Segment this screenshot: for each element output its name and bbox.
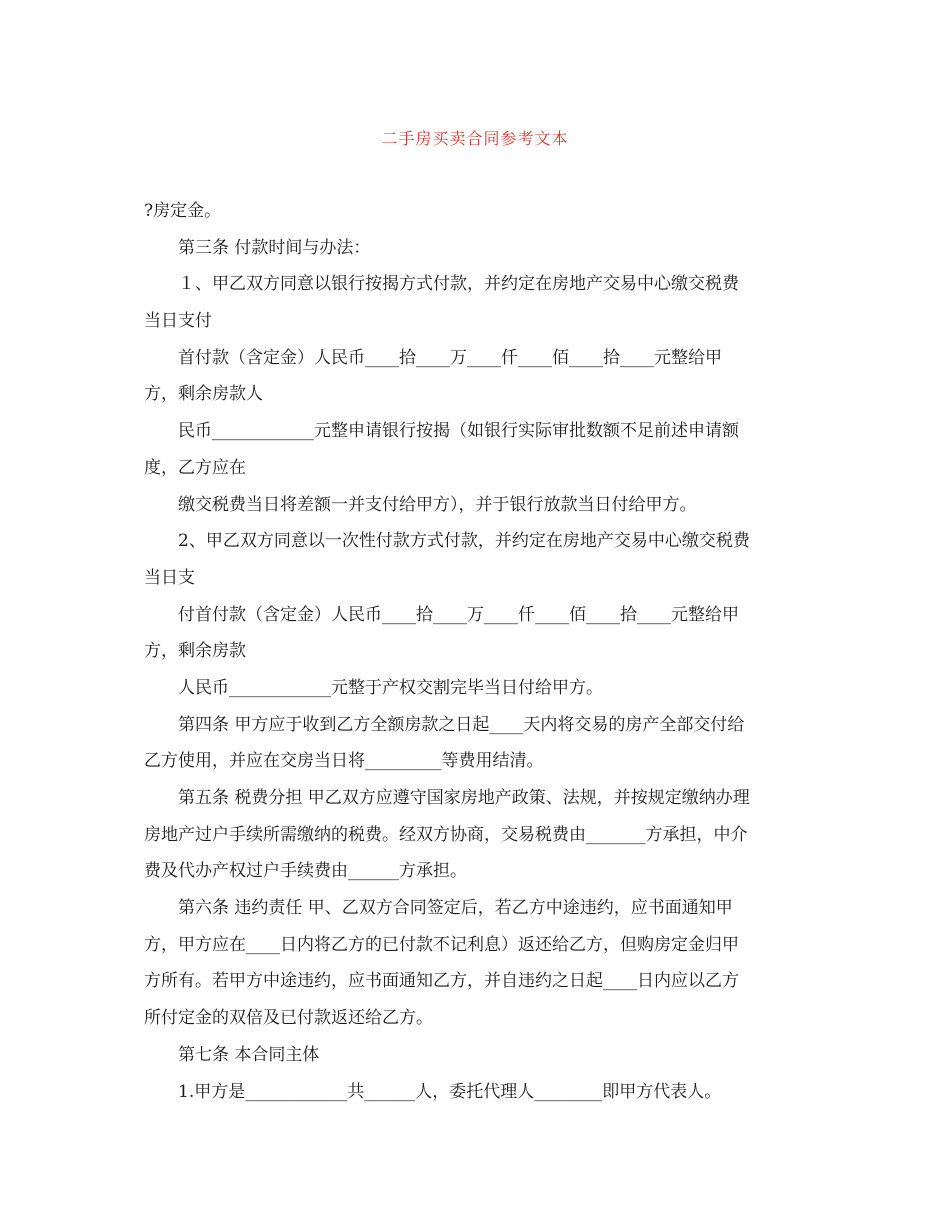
text-line: 缴交税费当日将差额一并支付给甲方），并于银行放款当日付给甲方。 [178,494,697,515]
text-line: 费及代办产权过户手续费由______方承担。 [144,861,467,882]
text-line: 首付款（含定金）人民币____拾____万____仟____佰____拾____元整给甲 [178,347,722,368]
text-line: ?房定金。 [144,201,222,221]
text-line: 第三条 付款时间与办法： [178,237,371,258]
text-line: 方，甲方应在____日内将乙方的已付款不记利息）返还给乙方，但购房定金归甲 [144,934,739,955]
text-line: 当日支 [144,567,195,588]
text-line: 第四条 甲方应于收到乙方全额房款之日起____天内将交易的房产全部交付给 [178,714,745,735]
text-line: 2、甲乙双方同意以一次性付款方式付款，并约定在房地产交易中心缴交税费 [178,531,750,552]
text-line: 1.甲方是____________共______人，委托代理人________即甲方代表人。 [178,1081,722,1102]
text-line: １、甲乙双方同意以银行按揭方式付款，并约定在房地产交易中心缴交税费 [178,274,739,295]
text-line: 民币____________元整申请银行按揭（如银行实际审批数额不足前述申请额 [178,421,739,442]
text-line: 所付定金的双倍及已付款返还给乙方。 [144,1008,433,1029]
document-body [144,193,808,1110]
text-line: 第七条 本合同主体 [178,1044,320,1065]
text-line: 第五条 税费分担 甲乙双方应遵守国家房地产政策、法规，并按规定缴纳办理 [178,788,750,808]
document-title: 二手房买卖合同参考文本 [381,129,569,148]
text-line: 付首付款（含定金）人民币____拾____万____仟____佰____拾____元整给甲 [178,604,739,625]
text-line: 度，乙方应在 [144,457,246,478]
text-line: 乙方使用，并应在交房当日将_________等费用结清。 [144,751,544,772]
text-line: 方，剩余房款 [144,641,246,662]
text-line: 房地产过户手续所需缴纳的税费。经双方协商，交易税费由_______方承担，中介 [144,824,748,845]
text-line: 当日支付 [144,311,212,332]
text-line: 第六条 违约责任 甲、乙双方合同签定后，若乙方中途违约，应书面通知甲 [178,898,733,919]
text-line: 方所有。若甲方中途违约，应书面通知乙方，并自违约之日起____日内应以乙方 [144,971,739,992]
text-line: 人民币____________元整于产权交割完毕当日付给甲方。 [178,677,603,698]
text-line: 方，剩余房款人 [144,384,263,405]
